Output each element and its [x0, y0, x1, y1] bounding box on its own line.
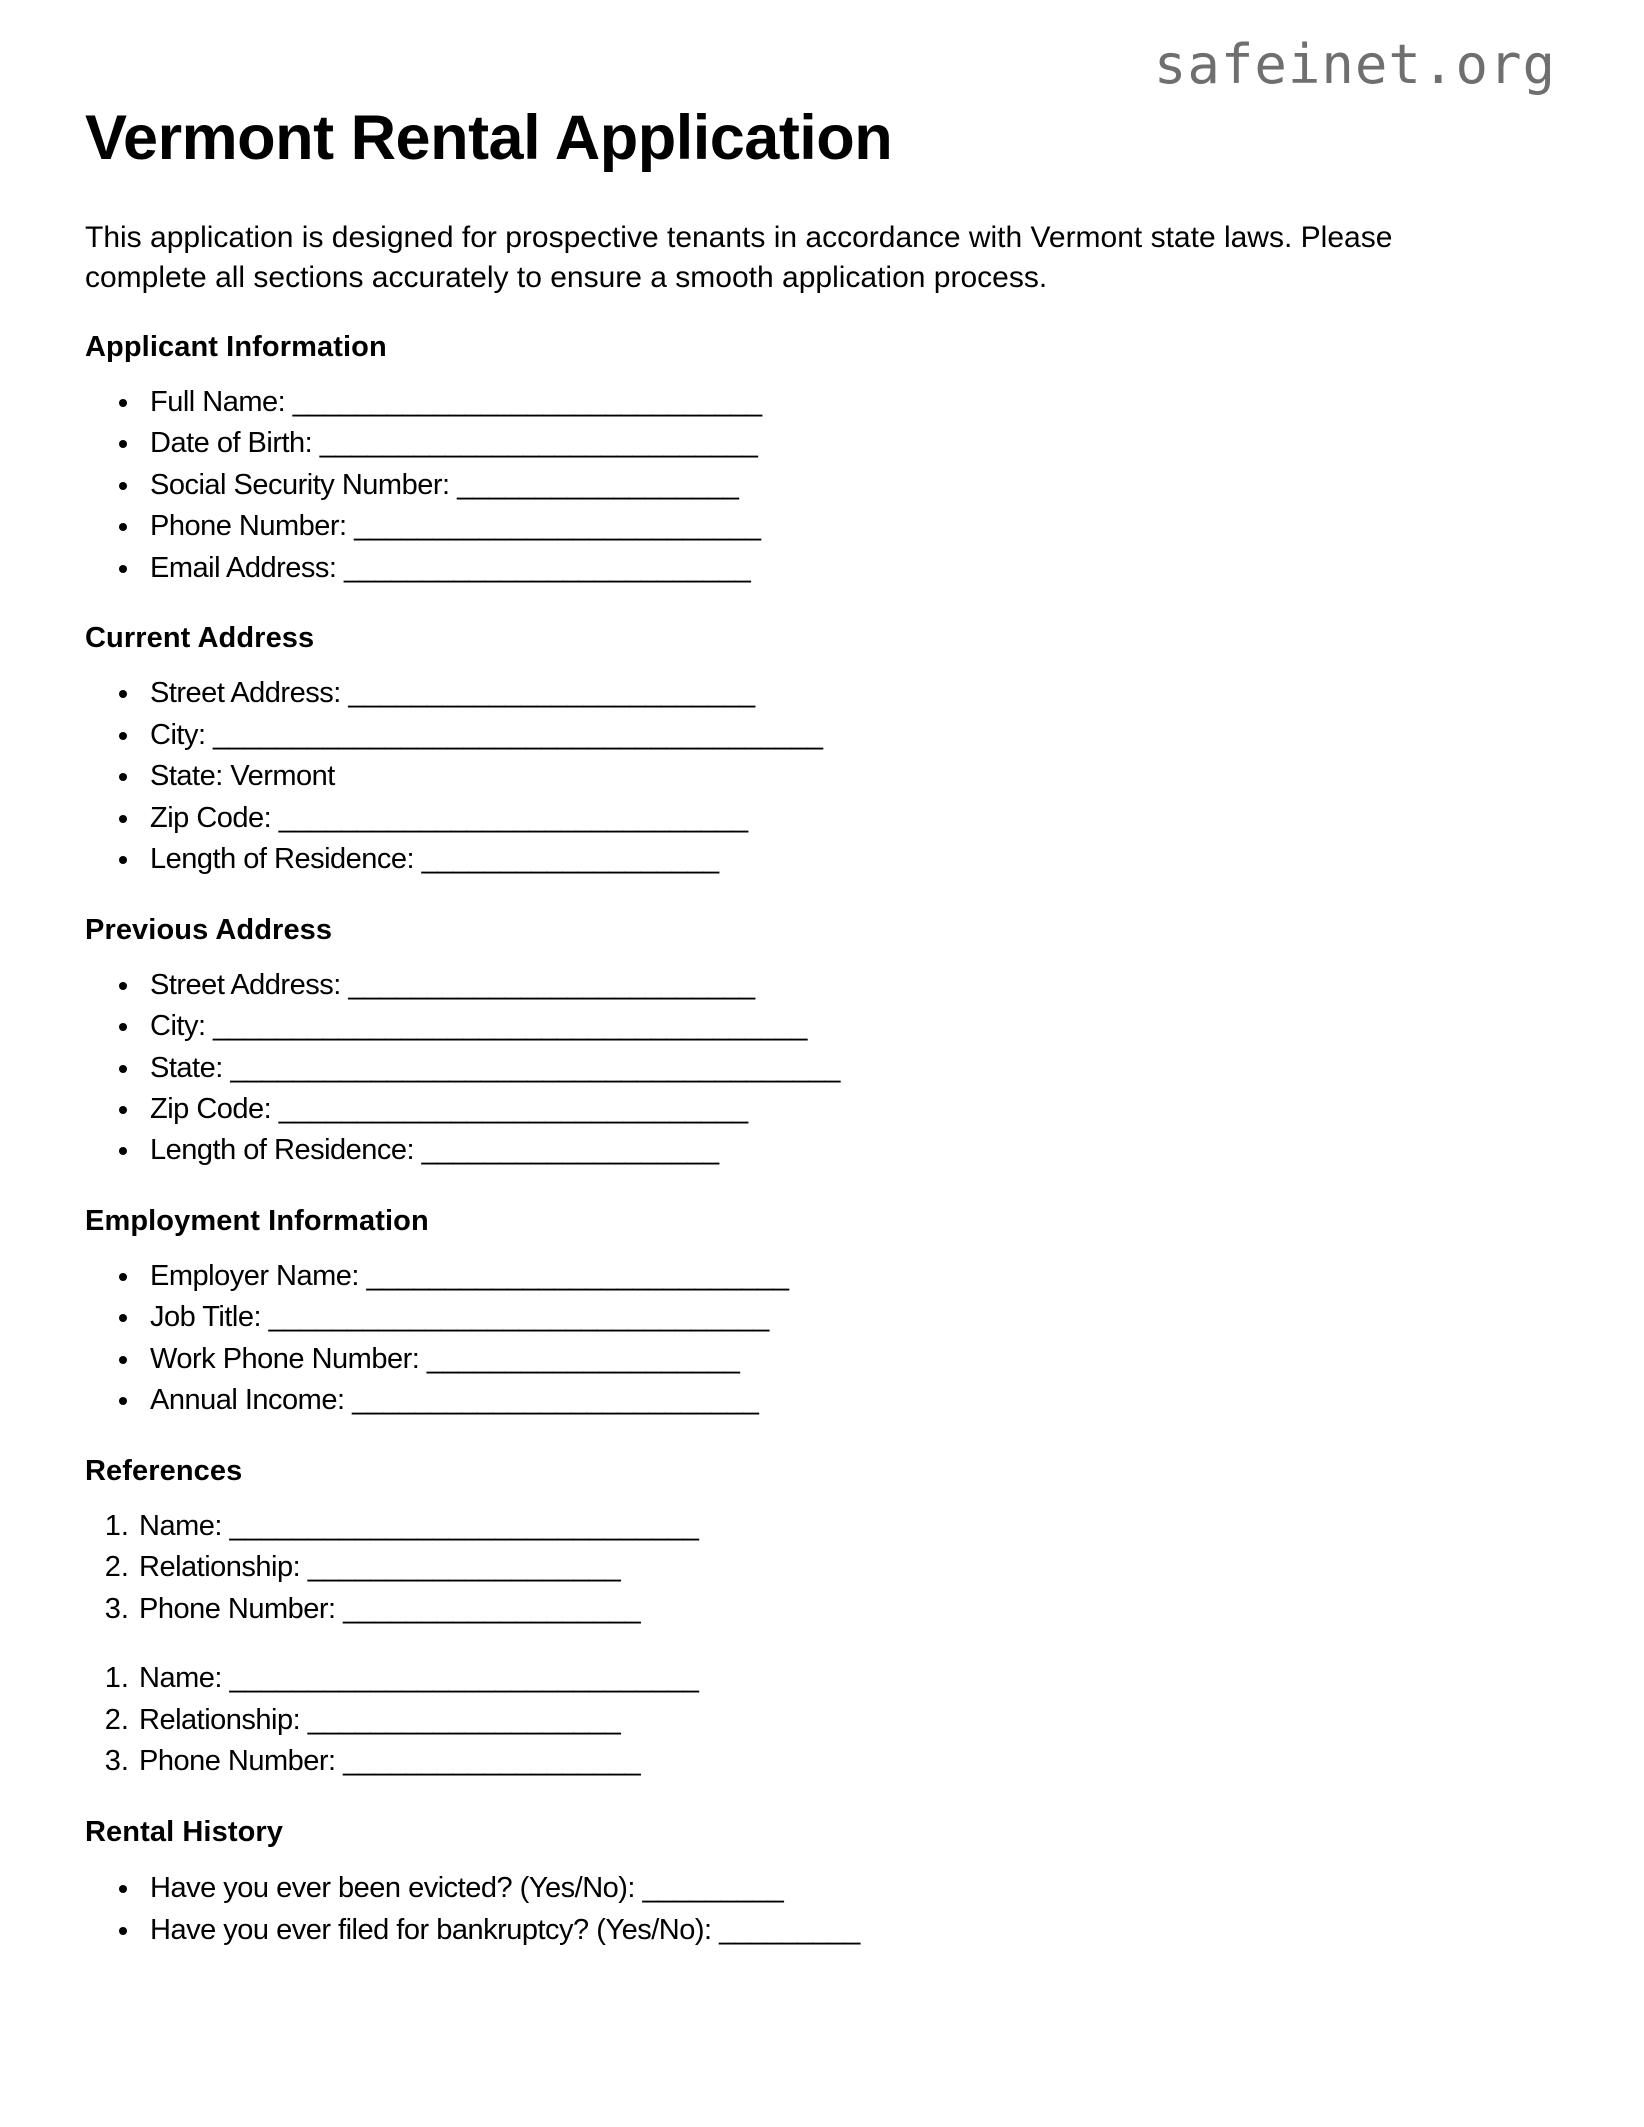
- field-reference-two-phone-number-label: Phone Number: ___________________: [139, 1745, 641, 1778]
- field-employer-name-label: Employer Name: ___________________________: [150, 1259, 789, 1292]
- field-reference-one-phone-number-label: Phone Number: ___________________: [139, 1592, 641, 1625]
- field-reference-one-relationship[interactable]: [137, 1547, 1559, 1588]
- field-annual-income[interactable]: [142, 1380, 1559, 1421]
- reference-one-field-list: [85, 1506, 1559, 1630]
- applicant-information-field-list: [85, 382, 1559, 589]
- field-reference-one-name-label: Name: ______________________________: [139, 1509, 699, 1542]
- field-email-address[interactable]: [142, 548, 1559, 589]
- field-previous-state[interactable]: [142, 1048, 1559, 1089]
- field-previous-zip-code-label: Zip Code: ______________________________: [150, 1093, 748, 1126]
- field-current-street-address-label: Street Address: __________________________: [150, 677, 755, 710]
- field-email-address-label: Email Address: __________________________: [150, 551, 751, 584]
- current-address-field-list: [85, 673, 1559, 880]
- field-full-name[interactable]: [142, 382, 1559, 423]
- section-heading-employment-information: Employment Information: [85, 1204, 429, 1237]
- section-previous-address: [85, 881, 1559, 1172]
- field-job-title[interactable]: [142, 1297, 1559, 1338]
- section-heading-previous-address: Previous Address: [85, 913, 333, 946]
- field-previous-street-address[interactable]: [142, 965, 1559, 1006]
- field-current-state-label: State: Vermont: [150, 760, 335, 793]
- section-rental-history: [85, 1783, 1559, 1951]
- field-current-city[interactable]: [142, 715, 1559, 756]
- previous-address-field-list: [85, 965, 1559, 1172]
- field-ever-evicted[interactable]: [142, 1867, 1559, 1909]
- field-ever-evicted-label: Have you ever been evicted? (Yes/No): _________: [150, 1871, 784, 1904]
- field-current-street-address[interactable]: [142, 673, 1559, 714]
- field-full-name-label: Full Name: ______________________________: [150, 385, 762, 418]
- field-social-security-number[interactable]: [142, 465, 1559, 506]
- field-date-of-birth[interactable]: [142, 423, 1559, 464]
- field-ever-bankruptcy-label: Have you ever filed for bankruptcy? (Yes/No): _________: [150, 1913, 860, 1946]
- reference-two-field-list: [85, 1658, 1559, 1782]
- field-reference-two-name-label: Name: ______________________________: [139, 1662, 699, 1695]
- field-reference-one-relationship-label: Relationship: ____________________: [139, 1551, 621, 1584]
- rental-history-field-list: [85, 1867, 1559, 1951]
- employment-information-field-list: [85, 1256, 1559, 1422]
- field-current-city-label: City: _______________________________________: [150, 718, 823, 751]
- section-heading-references: References: [85, 1454, 243, 1487]
- field-date-of-birth-label: Date of Birth: ____________________________: [150, 427, 758, 460]
- page-title: Vermont Rental Application: [85, 103, 893, 173]
- section-employment-information: [85, 1172, 1559, 1422]
- field-job-title-label: Job Title: ________________________________: [150, 1301, 769, 1334]
- field-reference-two-name[interactable]: [137, 1658, 1559, 1699]
- section-applicant-information: [85, 298, 1559, 589]
- field-reference-one-phone-number[interactable]: [137, 1589, 1559, 1630]
- section-heading-current-address: Current Address: [85, 622, 315, 655]
- field-previous-city-label: City: ______________________________________: [150, 1010, 807, 1043]
- field-current-length-of-residence-label: Length of Residence: ___________________: [150, 843, 719, 876]
- field-phone-number[interactable]: [142, 506, 1559, 547]
- field-current-zip-code[interactable]: [142, 798, 1559, 839]
- field-current-state: [142, 756, 1559, 797]
- field-current-zip-code-label: Zip Code: ______________________________: [150, 801, 748, 834]
- field-ever-bankruptcy[interactable]: [142, 1909, 1559, 1951]
- field-reference-one-name[interactable]: [137, 1506, 1559, 1547]
- section-heading-applicant-information: Applicant Information: [85, 330, 387, 363]
- field-reference-two-relationship[interactable]: [137, 1700, 1559, 1741]
- field-previous-zip-code[interactable]: [142, 1089, 1559, 1130]
- field-work-phone-number[interactable]: [142, 1339, 1559, 1380]
- field-previous-length-of-residence[interactable]: [142, 1130, 1559, 1171]
- section-heading-rental-history: Rental History: [85, 1815, 283, 1848]
- field-reference-two-phone-number[interactable]: [137, 1741, 1559, 1782]
- field-employer-name[interactable]: [142, 1256, 1559, 1297]
- field-previous-length-of-residence-label: Length of Residence: ___________________: [150, 1134, 719, 1167]
- site-watermark: safeinet.org: [1153, 33, 1556, 96]
- field-previous-state-label: State: _______________________________________: [150, 1051, 840, 1084]
- field-work-phone-number-label: Work Phone Number: ____________________: [150, 1342, 740, 1375]
- field-reference-two-relationship-label: Relationship: ____________________: [139, 1703, 621, 1736]
- field-social-security-number-label: Social Security Number: __________________: [150, 468, 739, 501]
- intro-paragraph: This application is designed for prospective tenants in accordance with Vermont state laws. Please complete all sections accurately to ensure a smooth application process.: [85, 221, 1393, 295]
- field-current-length-of-residence[interactable]: [142, 839, 1559, 880]
- section-current-address: [85, 589, 1559, 880]
- section-references: [85, 1422, 1559, 1783]
- field-previous-city[interactable]: [142, 1006, 1559, 1047]
- field-phone-number-label: Phone Number: __________________________: [150, 510, 761, 543]
- field-annual-income-label: Annual Income: __________________________: [150, 1384, 759, 1417]
- field-previous-street-address-label: Street Address: __________________________: [150, 968, 755, 1001]
